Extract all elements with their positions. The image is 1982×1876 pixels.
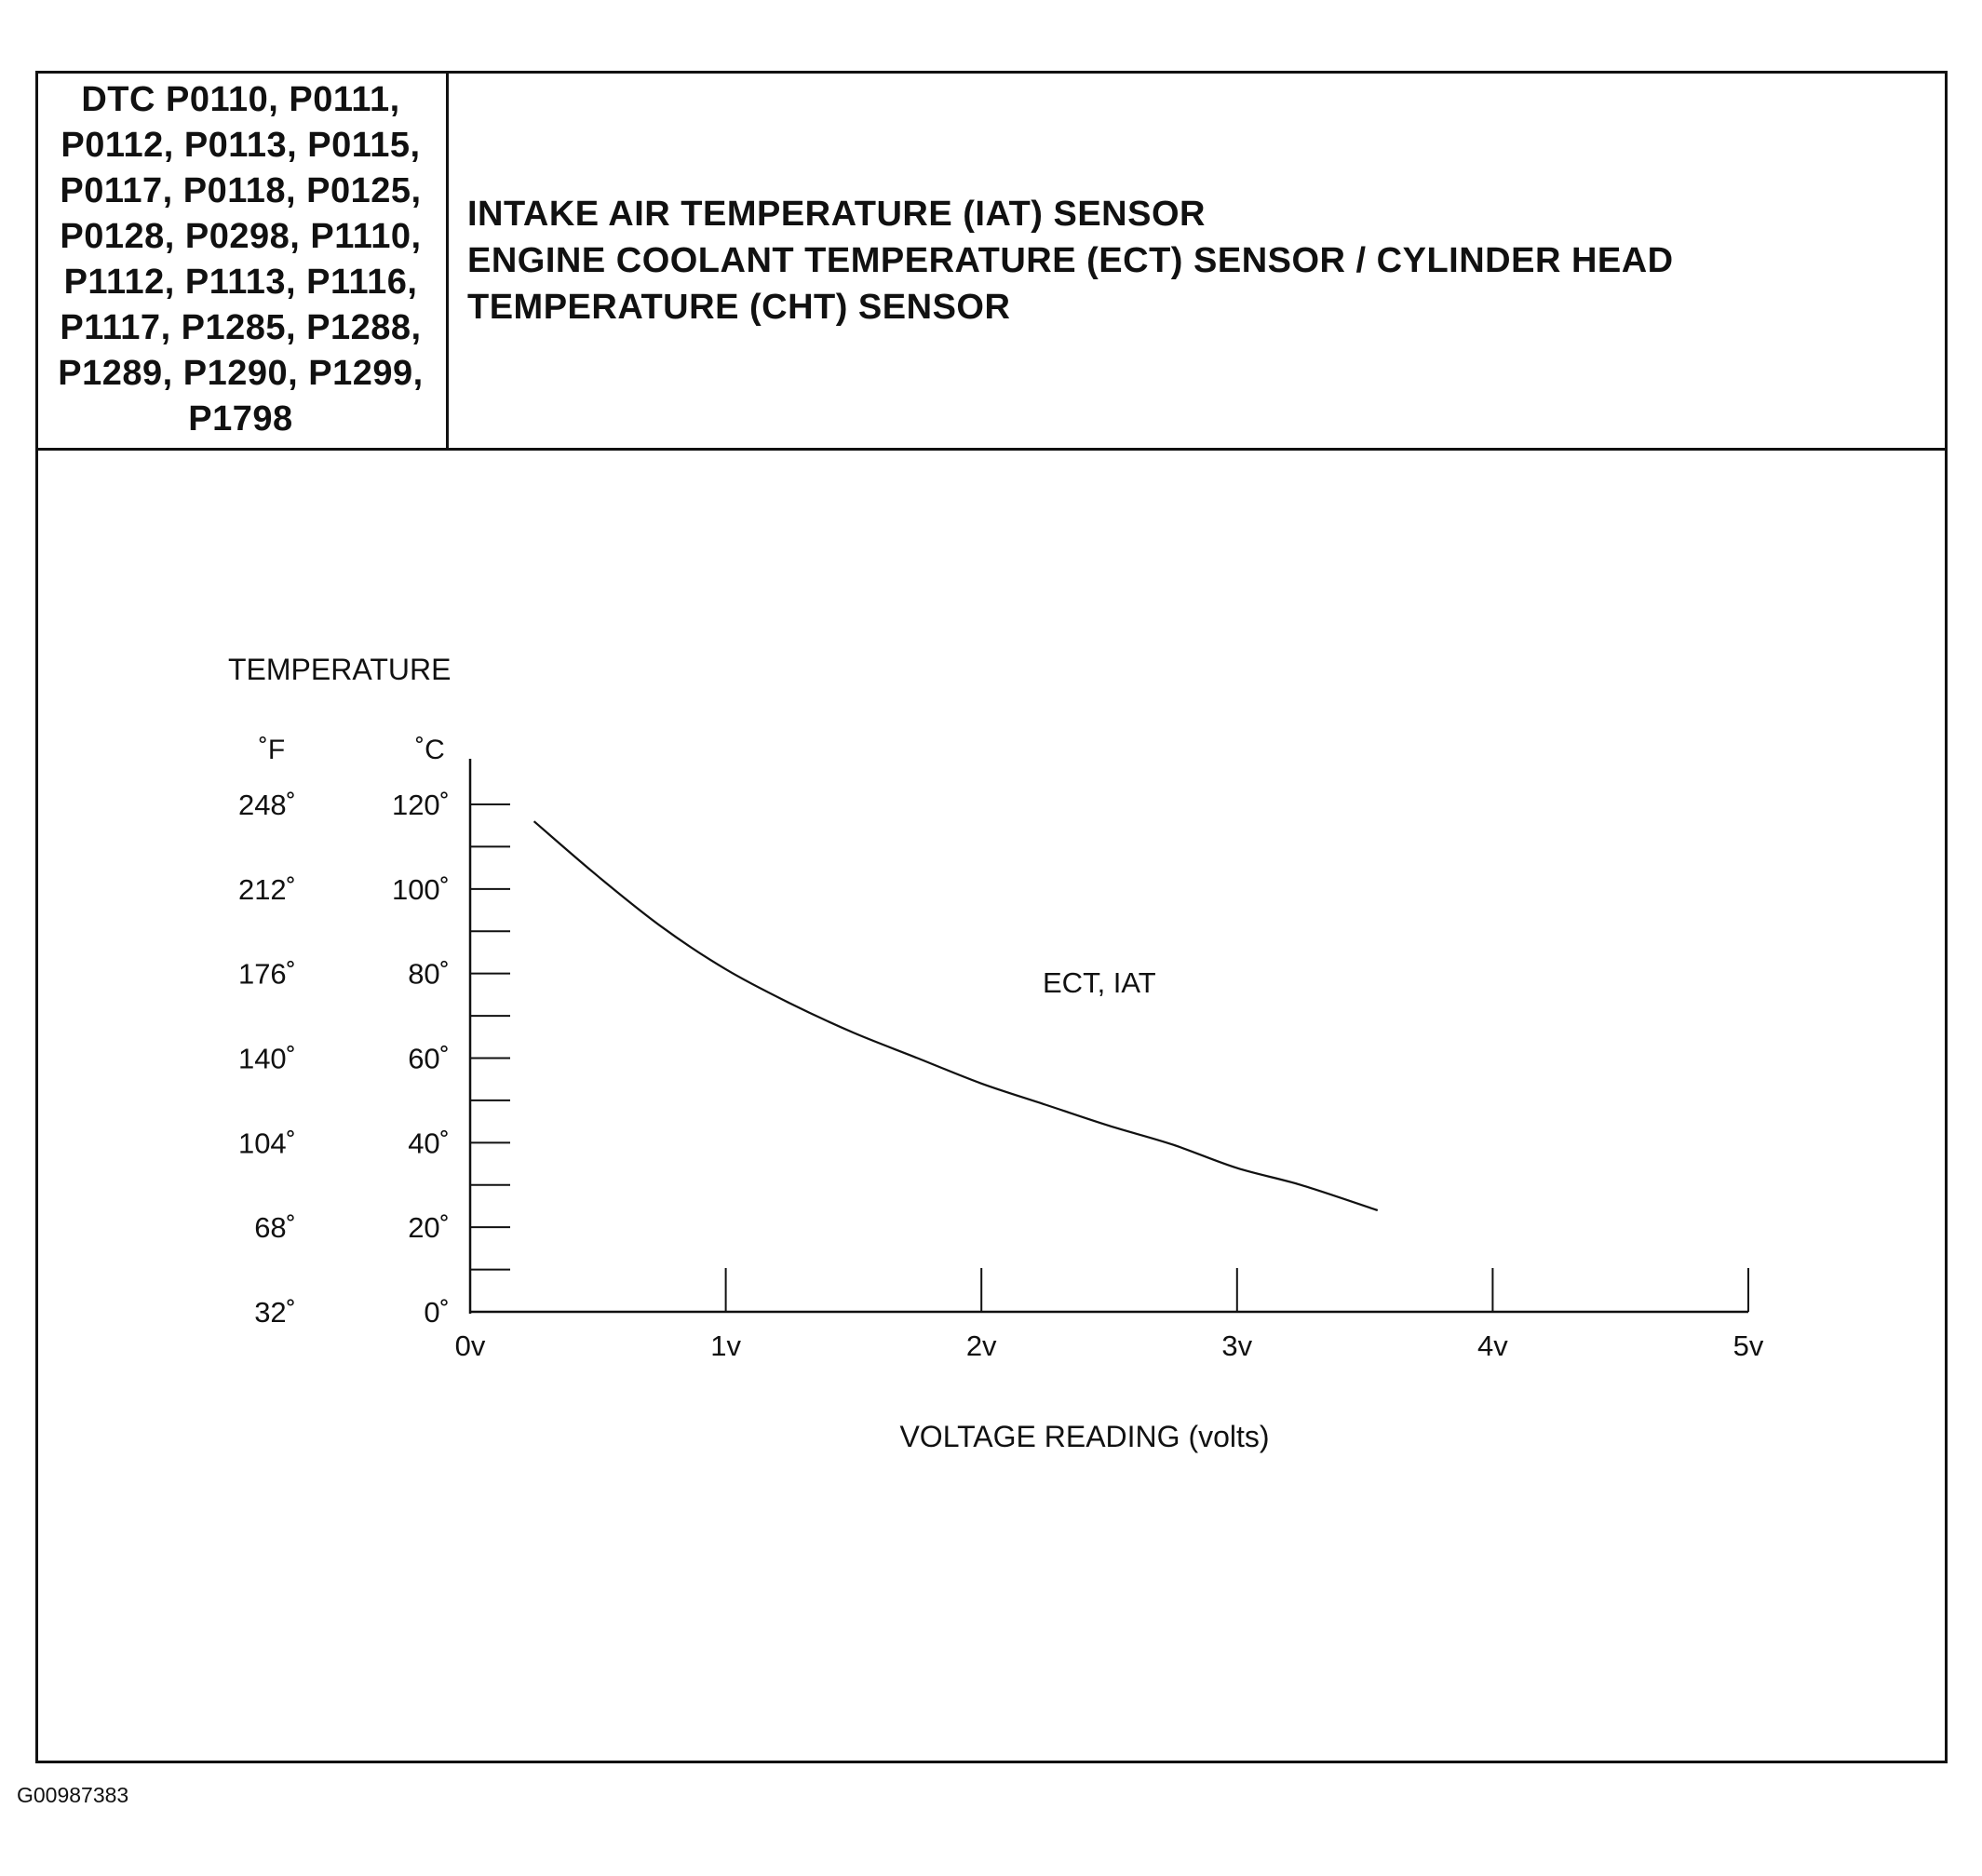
dtc-code-line: DTC P0110, P0111,	[81, 79, 400, 119]
y-tick-label-celsius: 120˚	[391, 789, 450, 821]
y-tick-label-celsius: 80˚	[408, 957, 450, 991]
y-tick-label-fahrenheit: 140˚	[237, 1042, 296, 1075]
x-tick-label: 4v	[1477, 1329, 1508, 1362]
x-tick-label: 2v	[965, 1329, 997, 1362]
y-unit-celsius: ˚C	[415, 735, 445, 765]
y-tick-label-fahrenheit: 32˚	[254, 1296, 296, 1329]
y-unit-fahrenheit: ˚F	[258, 735, 286, 765]
y-tick-label-celsius: 20˚	[408, 1211, 450, 1245]
y-tick-label-celsius: 0˚	[424, 1296, 450, 1329]
dtc-code-line: P0112, P0113, P0115,	[61, 125, 421, 165]
y-tick-label-celsius: 100˚	[391, 872, 450, 906]
x-tick-label: 0v	[454, 1329, 486, 1362]
y-tick-label-celsius: 60˚	[408, 1042, 450, 1075]
y-tick-label-fahrenheit: 248˚	[237, 789, 296, 821]
y-tick-label-fahrenheit: 176˚	[237, 957, 296, 991]
dtc-code-line: P0117, P0118, P0125,	[60, 170, 422, 210]
series-line-ect-iat	[534, 821, 1378, 1210]
y-tick-label-fahrenheit: 68˚	[254, 1211, 296, 1245]
dtc-code-line: P1112, P1113, P1116,	[63, 262, 418, 302]
x-tick-label: 5v	[1733, 1329, 1764, 1362]
title-line: INTAKE AIR TEMPERATURE (IAT) SENSOR	[467, 195, 1206, 234]
y-tick-label-fahrenheit: 212˚	[237, 872, 296, 906]
x-tick-label: 3v	[1221, 1329, 1253, 1362]
figure-id: G00987383	[17, 1783, 129, 1807]
y-tick-label-fahrenheit: 104˚	[237, 1127, 296, 1160]
dtc-code-line: P1117, P1285, P1288,	[60, 307, 422, 347]
title-line: TEMPERATURE (CHT) SENSOR	[467, 288, 1011, 327]
title-line: ENGINE COOLANT TEMPERATURE (ECT) SENSOR / CYLINDER HEAD	[467, 241, 1674, 280]
y-tick-label-celsius: 40˚	[408, 1127, 450, 1160]
y-axis-title: TEMPERATURE	[228, 653, 452, 686]
dtc-code-line: P1798	[188, 398, 293, 439]
dtc-code-line: P1289, P1290, P1299,	[58, 353, 424, 393]
x-axis-title: VOLTAGE READING (volts)	[899, 1420, 1270, 1453]
series-label: ECT, IAT	[1043, 966, 1156, 999]
dtc-code-line: P0128, P0298, P1110,	[60, 216, 422, 256]
x-tick-label: 1v	[710, 1329, 741, 1362]
